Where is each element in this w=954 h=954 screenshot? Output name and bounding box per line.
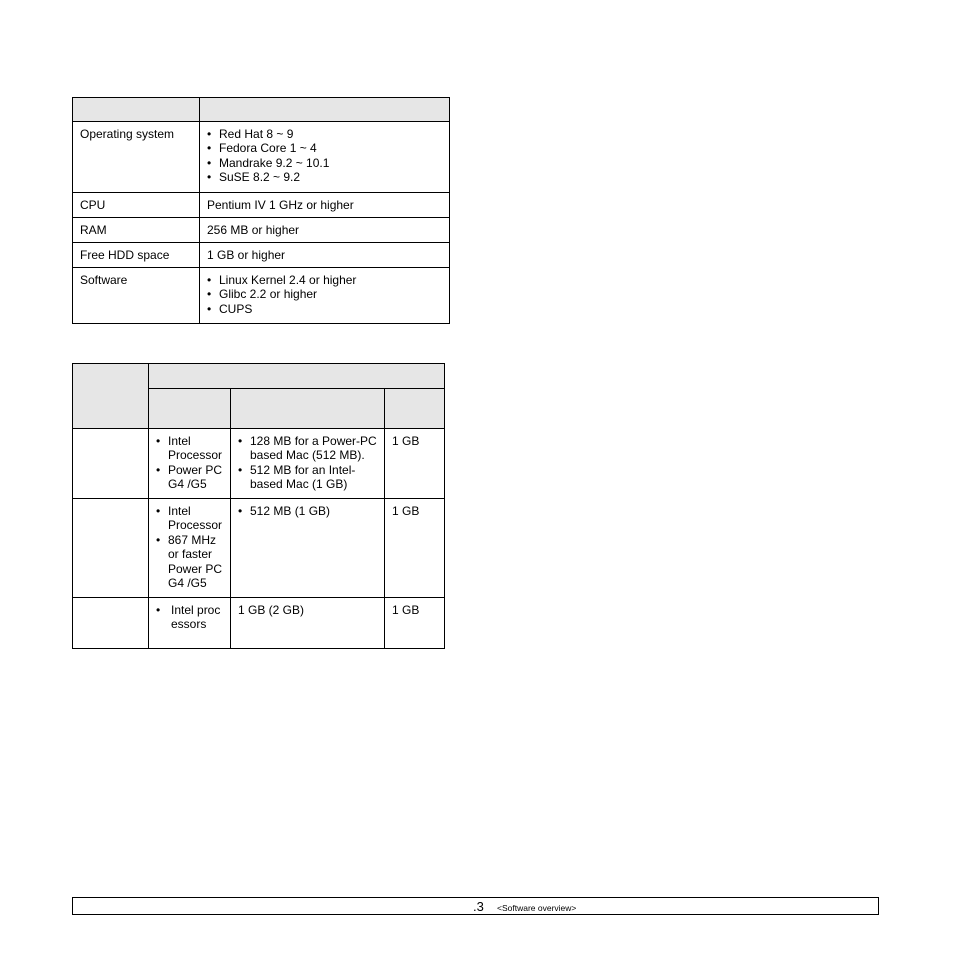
row-value: 256 MB or higher <box>207 223 300 237</box>
table-row <box>73 598 445 649</box>
list-item: • SuSE 8.2 ~ 9.2 <box>207 170 442 184</box>
list-item: • CUPS <box>207 302 442 316</box>
row-value: Pentium IV 1 GHz or higher <box>207 198 354 212</box>
header-cell-os <box>73 364 149 429</box>
ram-value: 1 GB (2 GB) <box>238 603 305 617</box>
page-footer <box>72 897 879 915</box>
table-row <box>73 218 450 243</box>
header-cell-ram <box>231 389 385 429</box>
table-row <box>73 429 445 499</box>
list-item: • Mandrake 9.2 ~ 10.1 <box>207 156 442 170</box>
list-item: • Intel Processor <box>156 434 223 463</box>
header-cell-requirements <box>149 364 445 389</box>
list-item: • Glibc 2.2 or higher <box>207 287 442 301</box>
header-cell-cpu <box>149 389 231 429</box>
os-cell <box>73 429 149 499</box>
table-row <box>73 499 445 598</box>
software-list <box>207 273 442 316</box>
ram-list <box>238 504 377 518</box>
section-name: <Software overview> <box>497 903 577 913</box>
table-row <box>73 243 450 268</box>
row-label: Operating system <box>80 127 175 141</box>
cpu-list <box>156 434 223 492</box>
row-label: Free HDD space <box>80 248 170 262</box>
row-label: RAM <box>80 223 107 237</box>
header-cell-hdd <box>385 389 445 429</box>
ram-list <box>238 434 377 492</box>
row-label: CPU <box>80 198 106 212</box>
table-header-row <box>73 364 445 389</box>
row-value: 1 GB or higher <box>207 248 286 262</box>
hdd-value: 1 GB <box>392 434 420 448</box>
mac-requirements-table <box>72 363 445 649</box>
list-item: • 512 MB (1 GB) <box>238 504 377 518</box>
os-cell <box>73 499 149 598</box>
page-number: .3 <box>473 899 484 914</box>
list-item: • 867 MHz or faster Power PC G4 /G5 <box>156 533 223 591</box>
list-item: • Fedora Core 1 ~ 4 <box>207 141 442 155</box>
table-row <box>73 193 450 218</box>
os-list <box>207 127 442 185</box>
linux-requirements-table <box>72 97 450 324</box>
header-cell-item <box>73 98 200 122</box>
list-item: • Linux Kernel 2.4 or higher <box>207 273 442 287</box>
list-item: • 128 MB for a Power-PC based Mac (512 MB). <box>238 434 377 463</box>
list-item: • 512 MB for an Intel-based Mac (1 GB) <box>238 463 377 492</box>
list-item: • Red Hat 8 ~ 9 <box>207 127 442 141</box>
list-item: • Power PC G4 /G5 <box>156 463 223 492</box>
list-item: • Intel Processor <box>156 504 223 533</box>
list-item: • Intel processors <box>156 603 223 632</box>
table-header-row <box>73 98 450 122</box>
cpu-list <box>156 504 223 590</box>
cpu-list <box>156 603 223 632</box>
hdd-value: 1 GB <box>392 603 420 617</box>
hdd-value: 1 GB <box>392 504 420 518</box>
table-row <box>73 122 450 193</box>
header-cell-requirement <box>200 98 450 122</box>
os-cell <box>73 598 149 649</box>
row-label: Software <box>80 273 128 287</box>
table-row <box>73 268 450 324</box>
